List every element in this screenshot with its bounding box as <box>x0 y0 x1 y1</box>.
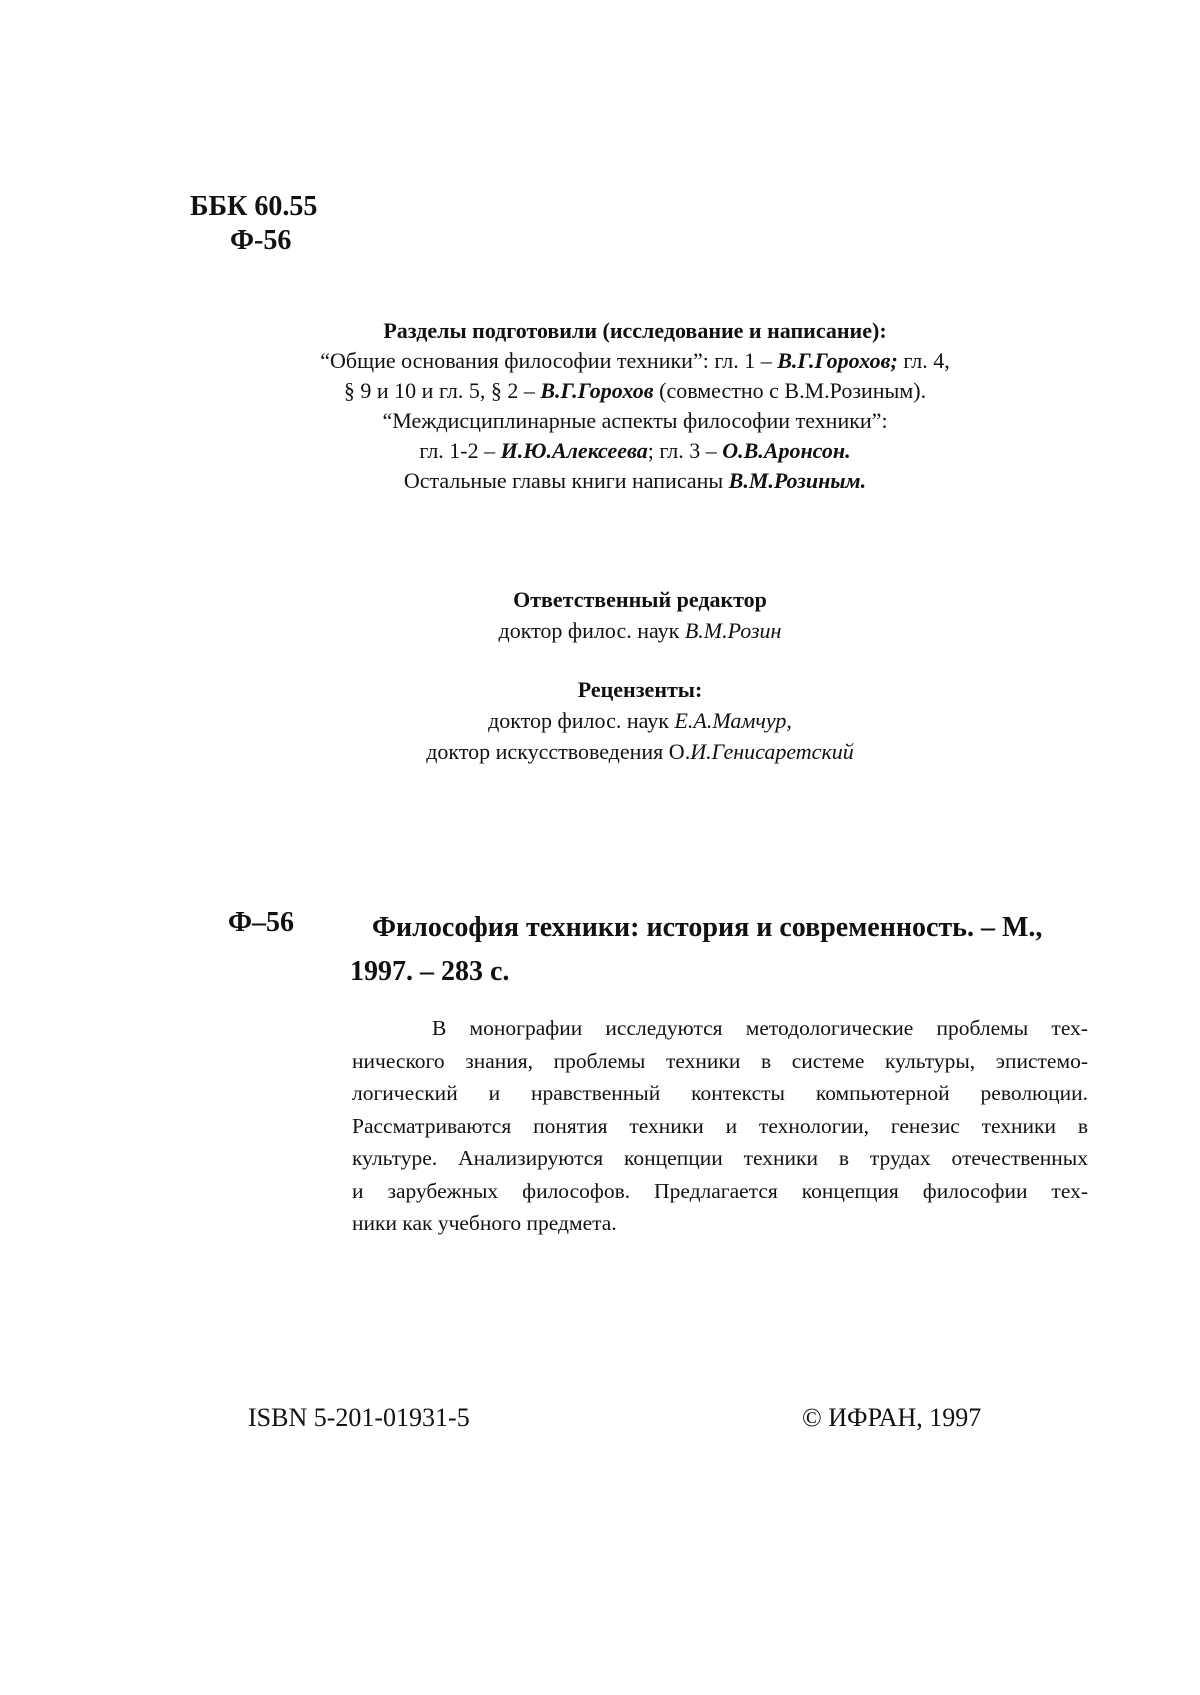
sections-text: ; гл. 3 – <box>647 438 723 463</box>
annotation-line: культуре. Анализируются концепции техники в трудах отечественных <box>352 1146 1088 1170</box>
sections-text: гл. 4, <box>897 348 950 373</box>
sections-line-general <box>200 346 1070 376</box>
author-name: В.Г.Горохов; <box>777 348 898 373</box>
catalog-title-line: 1997. – 283 с. <box>350 956 510 987</box>
editor-heading: Ответственный редактор <box>513 587 767 612</box>
annotation <box>352 1012 1088 1240</box>
author-name: В.М.Розиным. <box>728 468 867 493</box>
bbk-classification <box>190 190 317 258</box>
reviewer-degree: доктор филос. наук <box>488 708 675 733</box>
author-name: О.В.Аронсон. <box>722 438 851 463</box>
editor-line <box>300 615 980 646</box>
reviewers-heading: Рецензенты: <box>577 677 703 702</box>
editors-reviewers <box>300 584 980 767</box>
annotation-line: логический и нравственный контексты компьютерной революции. <box>352 1081 1088 1105</box>
annotation-line: и зарубежных философов. Предлагается концепция философии тех- <box>352 1178 1088 1203</box>
catalog-code: Ф–56 <box>228 907 295 938</box>
sections-heading: Разделы подготовили (исследование и написание): <box>383 318 887 343</box>
bbk-index: ББК 60.55 <box>190 191 318 222</box>
sections-line-chapters <box>200 436 1070 466</box>
sections-text: (совместно с В.М.Розиным). <box>653 378 927 403</box>
annotation-line: нического знания, проблемы техники в системе культуры, эпистемо- <box>352 1048 1088 1073</box>
author-name: В.Г.Горохов <box>540 378 654 403</box>
reviewer-name: Е.А.Мамчур, <box>674 708 792 733</box>
reviewer-degree: доктор искусствоведения О. <box>426 739 691 764</box>
reviewer-line <box>300 705 980 736</box>
catalog-title-line: Философия техники: история и современность. – М., <box>372 912 1043 943</box>
editor-degree: доктор филос. наук <box>498 618 685 643</box>
editor-name: В.М.Розин <box>684 618 782 643</box>
reviewer-line <box>300 736 980 767</box>
sections-text: “Общие основания философии техники”: гл. 1 – <box>320 348 778 373</box>
sections-text: Остальные главы книги написаны <box>403 468 729 493</box>
sections-text: § 9 и 10 и гл. 5, § 2 – <box>343 378 541 403</box>
copyright: © ИФРАН, 1997 <box>802 1403 982 1432</box>
catalog-title <box>350 906 1090 994</box>
reviewer-name: И.Генисаретский <box>690 739 854 764</box>
author-name: И.Ю.Алексеева <box>500 438 648 463</box>
annotation-line: Рассматриваются понятия техники и технологии, генезис техники в <box>352 1113 1088 1138</box>
sections-line-interdisciplinary: “Междисциплинарные аспекты философии техники”: <box>382 408 888 433</box>
author-mark: Ф-56 <box>230 225 292 256</box>
annotation-line: В монографии исследуются методологические проблемы тех- <box>432 1016 1088 1040</box>
sections-line-rest <box>200 466 1070 496</box>
authors-sections <box>200 316 1070 496</box>
isbn: ISBN 5-201-01931-5 <box>248 1403 470 1432</box>
annotation-line: ники как учебного предмета. <box>352 1211 617 1235</box>
sections-line-paragraphs <box>200 376 1070 406</box>
sections-text: гл. 1-2 – <box>419 438 501 463</box>
